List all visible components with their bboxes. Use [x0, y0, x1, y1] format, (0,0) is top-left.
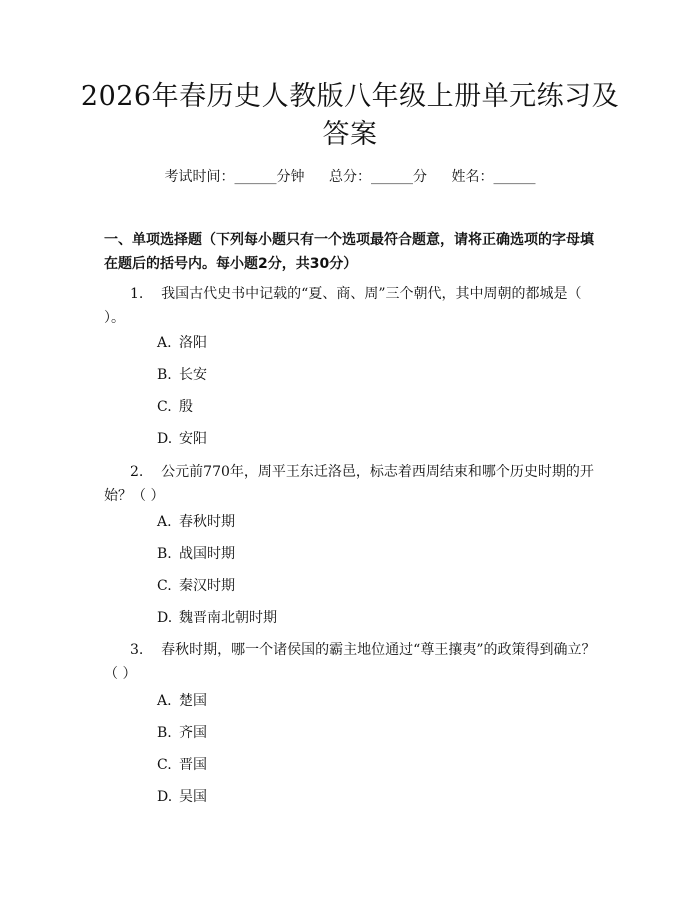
option-text: 魏晋南北朝时期 — [179, 610, 277, 626]
question-1-option-c — [157, 397, 193, 417]
question-stem — [104, 638, 600, 686]
question-1 — [104, 282, 600, 330]
option-letter: A. — [157, 335, 172, 351]
question-text: 春秋时期，哪一个诸侯国的霸主地位通过“尊王攘夷”的政策得到确立？（ ） — [104, 642, 596, 682]
option-text: 战国时期 — [179, 546, 235, 562]
option-letter: B. — [157, 725, 172, 741]
option-text: 吴国 — [179, 789, 207, 805]
option-letter: B. — [157, 367, 172, 383]
name-field: 姓名：______ — [451, 169, 536, 185]
question-3-option-b — [157, 723, 207, 743]
option-text: 洛阳 — [179, 335, 207, 351]
option-letter: C. — [157, 757, 172, 773]
option-letter: D. — [157, 610, 173, 626]
option-letter: C. — [157, 578, 172, 594]
exam-info-line — [0, 166, 700, 188]
question-3-option-c — [157, 755, 207, 775]
question-1-option-a — [157, 333, 207, 353]
question-1-option-b — [157, 365, 207, 385]
question-1-option-d — [157, 429, 207, 449]
question-2-option-a — [157, 512, 235, 532]
option-letter: C. — [157, 399, 172, 415]
option-text: 长安 — [179, 367, 207, 383]
option-letter: D. — [157, 431, 173, 447]
option-text: 秦汉时期 — [179, 578, 235, 594]
question-2-option-c — [157, 576, 235, 596]
question-text: 公元前770年，周平王东迁洛邑，标志着西周结束和哪个历史时期的开始？（ ） — [104, 464, 594, 504]
question-stem — [104, 460, 600, 508]
question-2 — [104, 460, 600, 508]
option-text: 春秋时期 — [179, 514, 235, 530]
option-letter: A. — [157, 514, 172, 530]
document-title: 2026年春历史人教版八年级上册单元练习及答案 — [80, 81, 620, 150]
question-number: 1. — [130, 286, 144, 302]
question-stem — [104, 282, 600, 330]
question-3-option-d — [157, 787, 207, 807]
question-number: 3. — [130, 642, 144, 658]
total-score-field: 总分：______分 — [329, 169, 427, 185]
question-number: 2. — [130, 464, 144, 480]
question-text: 我国古代史书中记载的“夏、商、周”三个朝代，其中周朝的都城是（ ）。 — [104, 286, 582, 326]
option-letter: D. — [157, 789, 173, 805]
option-letter: B. — [157, 546, 172, 562]
option-text: 齐国 — [179, 725, 207, 741]
exam-time-field: 考试时间：______分钟 — [164, 169, 305, 185]
option-text: 安阳 — [179, 431, 207, 447]
question-3 — [104, 638, 600, 686]
question-2-option-b — [157, 544, 235, 564]
question-3-option-a — [157, 691, 207, 711]
option-letter: A. — [157, 693, 172, 709]
question-2-option-d — [157, 608, 277, 628]
option-text: 楚国 — [179, 693, 207, 709]
option-text: 晋国 — [179, 757, 207, 773]
section-heading: 一、单项选择题（下列每小题只有一个选项最符合题意，请将正确选项的字母填在题后的括号内。每小题2分，共30分） — [104, 232, 594, 272]
option-text: 殷 — [179, 399, 193, 415]
